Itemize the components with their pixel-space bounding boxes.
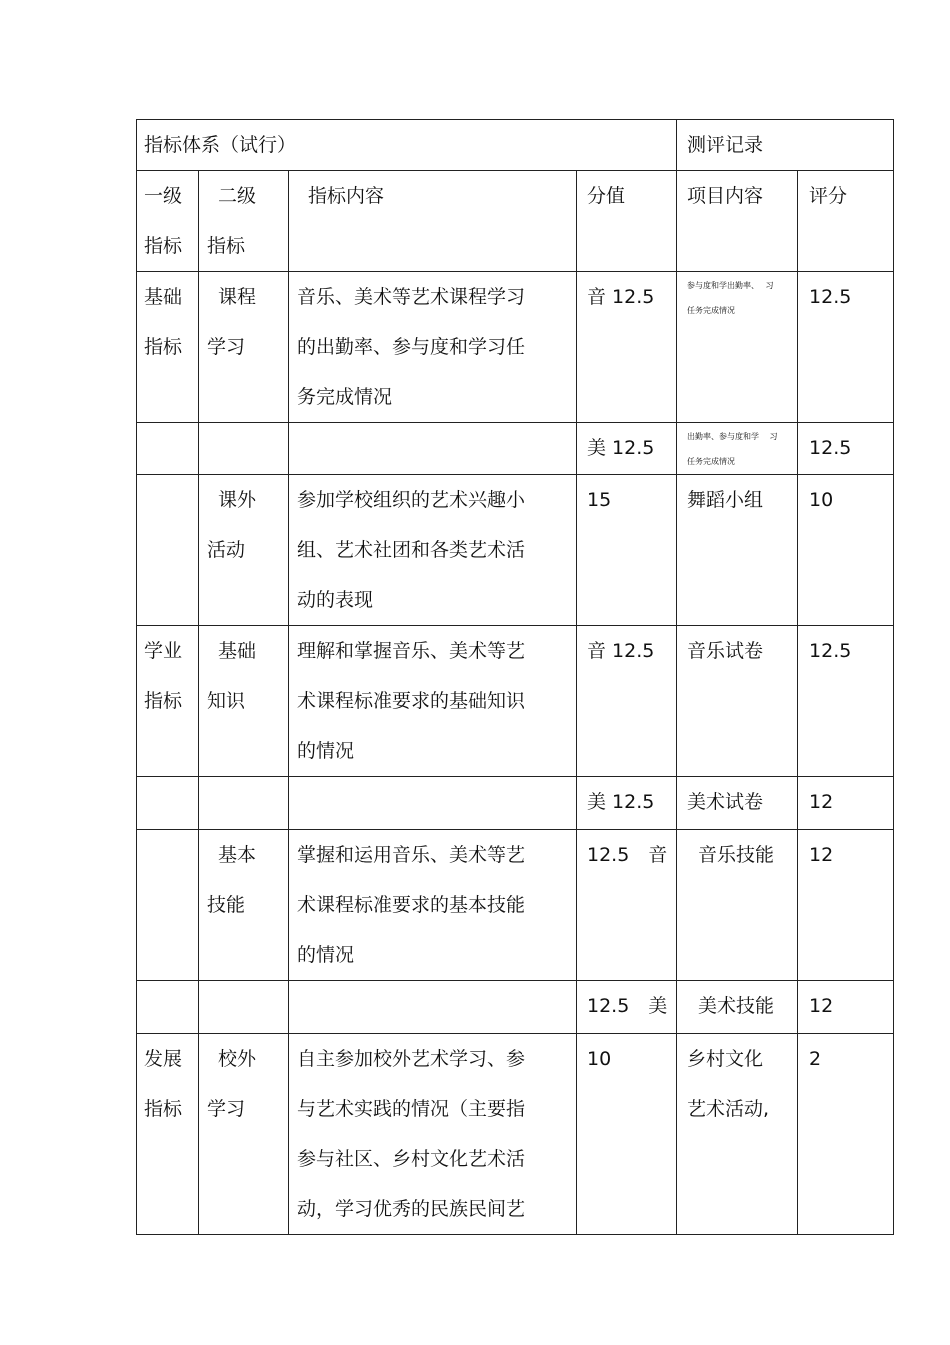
cell-level2: 课外 活动 — [199, 475, 289, 626]
system-title-cell — [137, 120, 677, 171]
cell-level1: 发展 指标 — [137, 1034, 199, 1235]
cell-score: 2 — [798, 1034, 894, 1235]
cell-level1 — [137, 981, 199, 1034]
cell-content: 理解和掌握音乐、美术等艺 术课程标准要求的基础知识 的情况 — [289, 626, 577, 777]
cell-content: 自主参加校外艺术学习、参 与艺术实践的情况（主要指 参与社区、乡村文化艺术活 动，学习优秀的民族民间艺 — [289, 1034, 577, 1235]
table-title-row — [137, 120, 894, 171]
cell-item: 舞蹈小组 — [677, 475, 798, 626]
cell-value: 美 12.5 — [577, 423, 677, 475]
cell-score: 12.5 — [798, 626, 894, 777]
column-header-row — [137, 171, 894, 272]
cell-content — [289, 981, 577, 1034]
cell-score: 12.5 — [798, 272, 894, 423]
cell-value: 美 12.5 — [577, 777, 677, 830]
cell-level2 — [199, 777, 289, 830]
cell-score: 12 — [798, 981, 894, 1034]
table-row — [137, 626, 894, 777]
evaluation-table — [136, 119, 894, 1235]
cell-item: 美术技能 — [677, 981, 798, 1034]
table-row — [137, 981, 894, 1034]
cell-content: 掌握和运用音乐、美术等艺 术课程标准要求的基本技能 的情况 — [289, 830, 577, 981]
record-title: 测评记录 — [687, 134, 764, 156]
cell-item: 美术试卷 — [677, 777, 798, 830]
cell-level2: 基本 技能 — [199, 830, 289, 981]
record-title-cell — [677, 120, 894, 171]
cell-item: 乡村文化 艺术活动, — [677, 1034, 798, 1235]
table-row — [137, 1034, 894, 1235]
cell-level2: 课程 学习 — [199, 272, 289, 423]
cell-score: 12.5 — [798, 423, 894, 475]
cell-value: 15 — [577, 475, 677, 626]
cell-level1 — [137, 830, 199, 981]
col-header-level2: 二级 指标 — [199, 171, 289, 272]
table-row — [137, 423, 894, 475]
cell-level2 — [199, 981, 289, 1034]
table-row — [137, 272, 894, 423]
col-header-content: 指标内容 — [289, 171, 577, 272]
cell-level1 — [137, 423, 199, 475]
cell-value: 音 12.5 — [577, 626, 677, 777]
table-row — [137, 777, 894, 830]
cell-level1 — [137, 777, 199, 830]
table-row — [137, 475, 894, 626]
cell-item: 参与度和学出勤率、 习 任务完成情况 — [677, 272, 798, 423]
cell-content: 参加学校组织的艺术兴趣小 组、艺术社团和各类艺术活 动的表现 — [289, 475, 577, 626]
cell-value: 12.5 美 — [577, 981, 677, 1034]
cell-value: 12.5 音 — [577, 830, 677, 981]
system-title: 指标体系（试行） — [144, 134, 297, 156]
table-row — [137, 830, 894, 981]
cell-content — [289, 423, 577, 475]
cell-level1: 基础 指标 — [137, 272, 199, 423]
cell-level2: 基础 知识 — [199, 626, 289, 777]
cell-value: 10 — [577, 1034, 677, 1235]
col-header-level1: 一级 指标 — [137, 171, 199, 272]
cell-content — [289, 777, 577, 830]
cell-level2: 校外 学习 — [199, 1034, 289, 1235]
cell-score: 10 — [798, 475, 894, 626]
cell-score: 12 — [798, 777, 894, 830]
cell-value: 音 12.5 — [577, 272, 677, 423]
col-header-value: 分值 — [577, 171, 677, 272]
cell-content: 音乐、美术等艺术课程学习 的出勤率、参与度和学习任 务完成情况 — [289, 272, 577, 423]
cell-item: 出勤率、参与度和学 习 任务完成情况 — [677, 423, 798, 475]
col-header-item: 项目内容 — [677, 171, 798, 272]
cell-level2 — [199, 423, 289, 475]
cell-item: 音乐技能 — [677, 830, 798, 981]
cell-score: 12 — [798, 830, 894, 981]
cell-item: 音乐试卷 — [677, 626, 798, 777]
cell-level1 — [137, 475, 199, 626]
cell-level1: 学业 指标 — [137, 626, 199, 777]
col-header-rating: 评分 — [798, 171, 894, 272]
